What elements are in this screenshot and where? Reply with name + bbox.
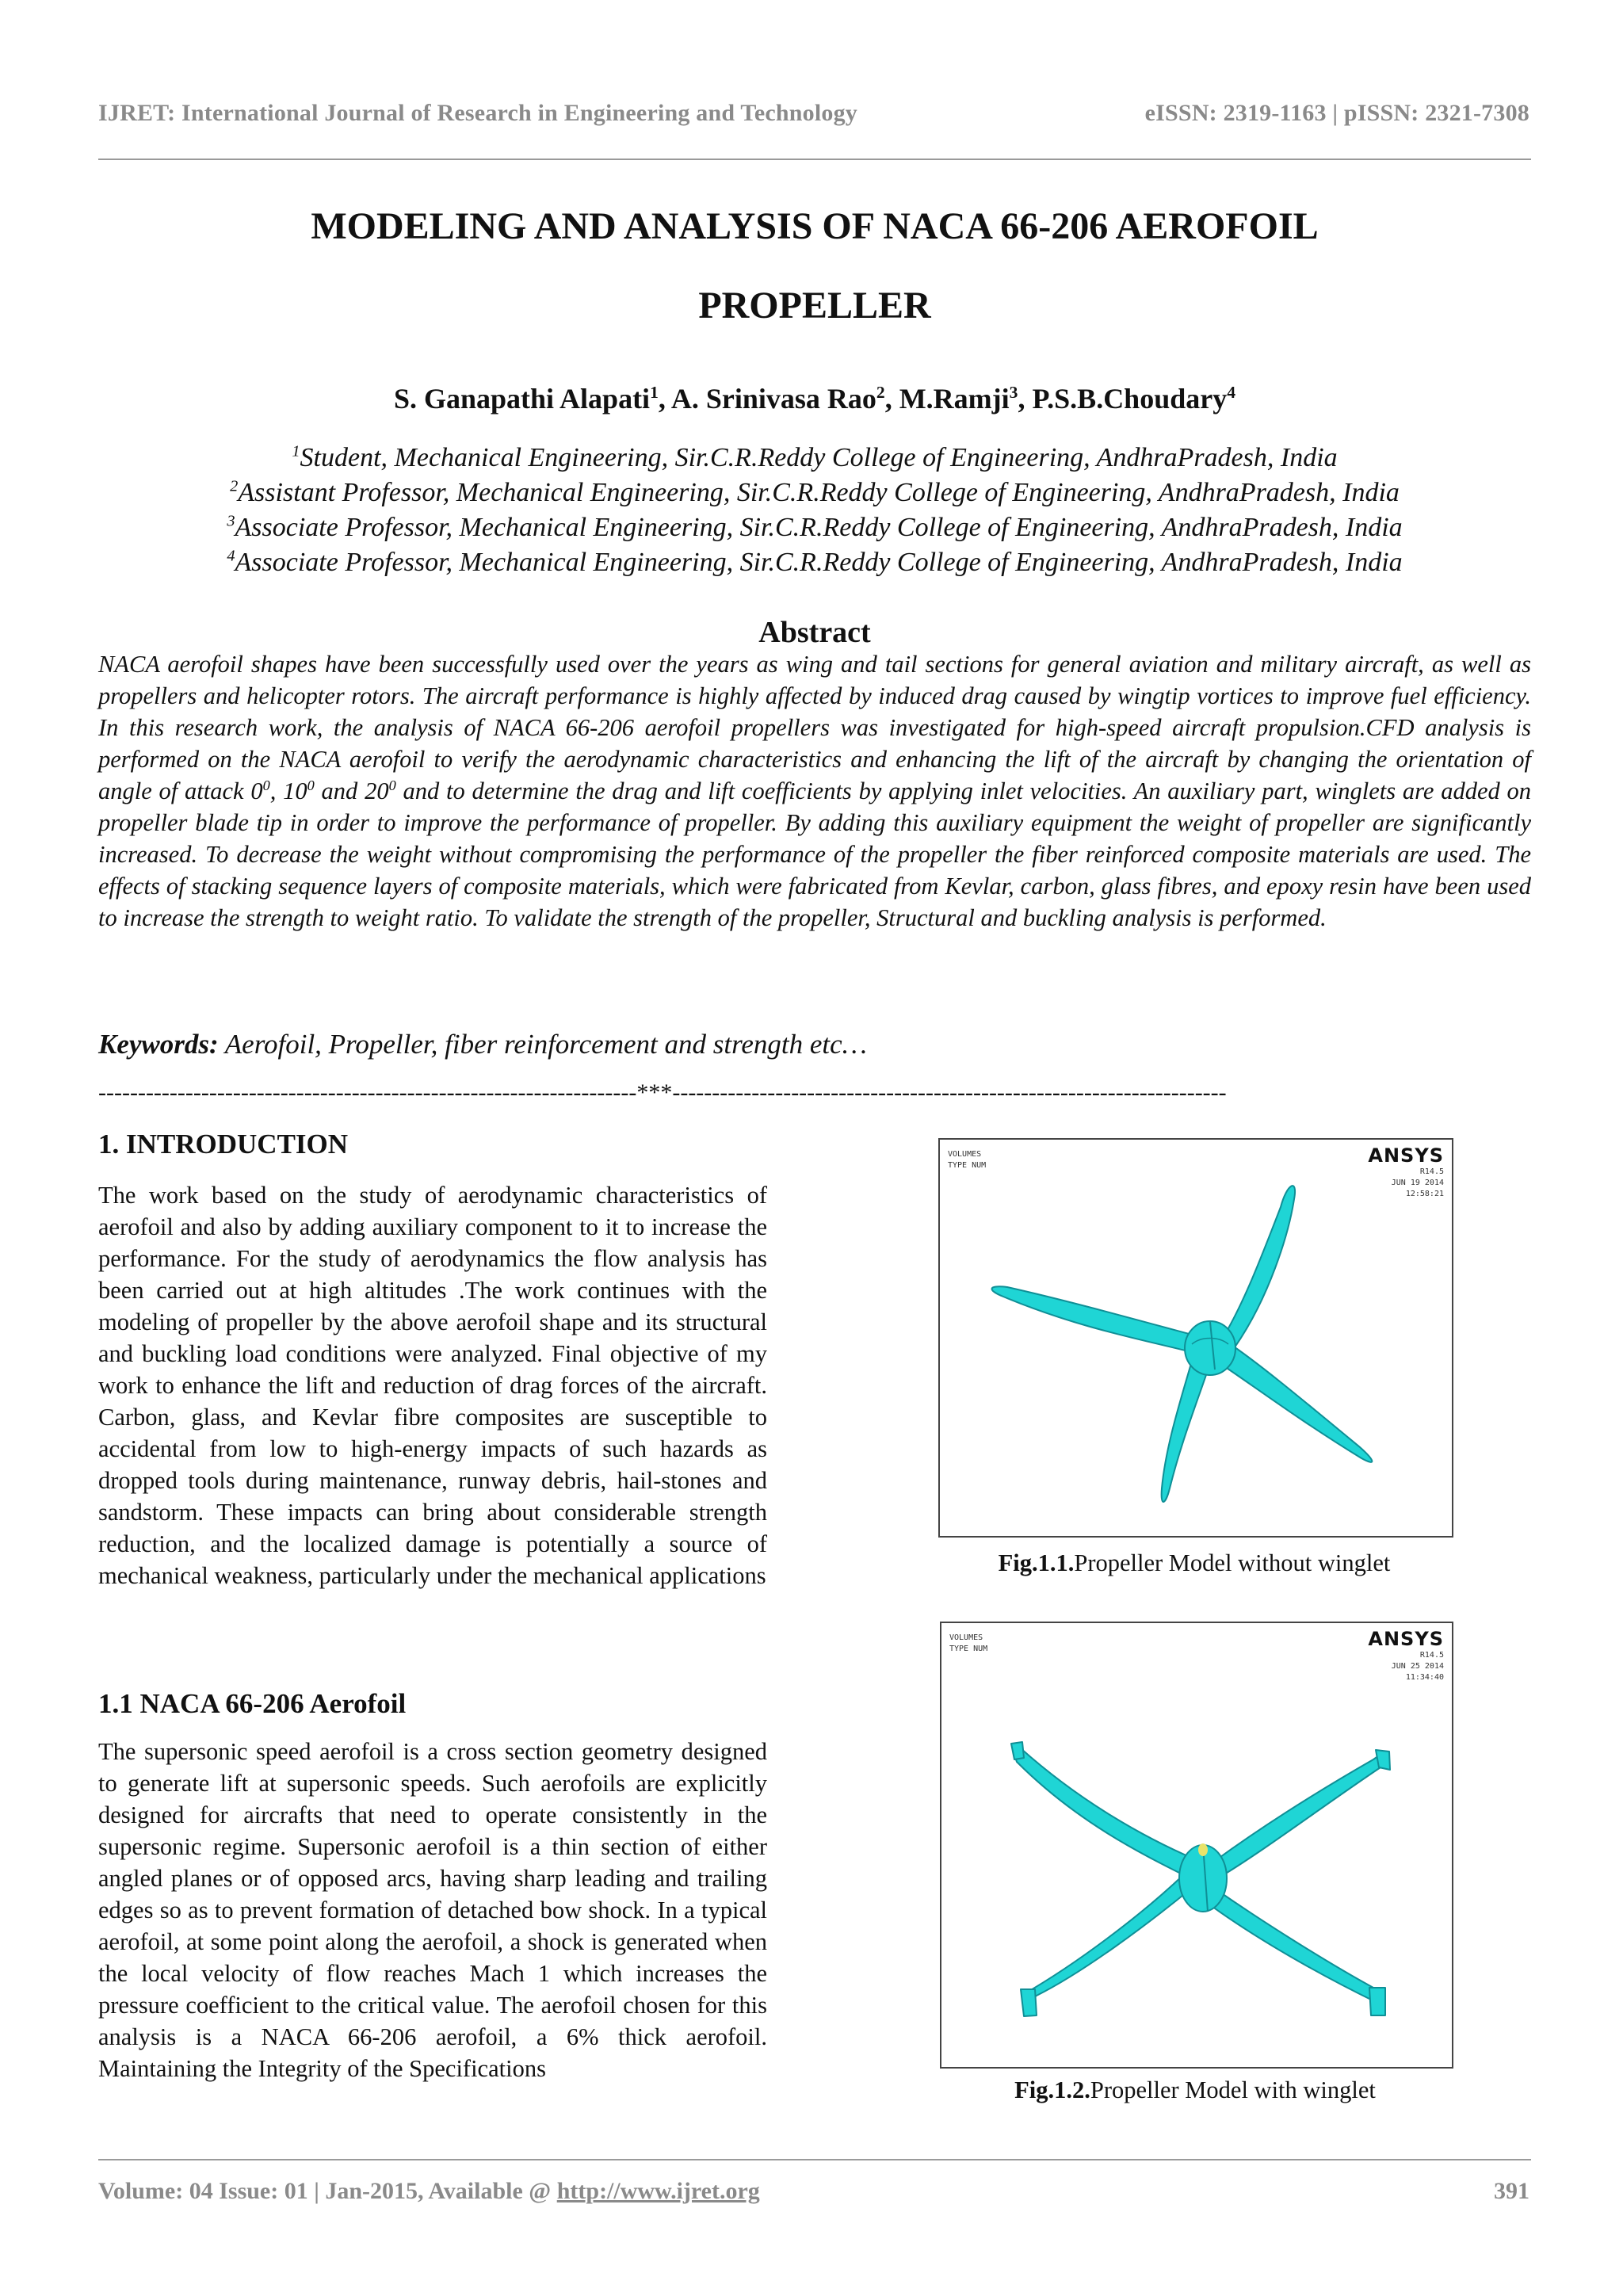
subsection-heading: 1.1 NACA 66-206 Aerofoil <box>98 1688 407 1719</box>
author-name: M.Ramji <box>899 383 1010 415</box>
abstract-text-2: , 10 <box>269 777 307 804</box>
figure-1-1 <box>938 1138 1453 1538</box>
degree-sup: 0 <box>388 777 396 793</box>
affiliation-text: Assistant Professor, Mechanical Engineering, Sir.C.R.Reddy College of Engineering, AndhraPradesh, India <box>238 478 1400 507</box>
caption-text: Propeller Model without winglet <box>1074 1549 1391 1576</box>
fig1-type-label: TYPE NUM <box>948 1161 987 1170</box>
affiliation-sup: 4 <box>227 547 235 565</box>
propeller-blade <box>1215 1754 1385 1877</box>
author-list <box>98 382 1531 415</box>
page-number: 391 <box>1494 2178 1529 2204</box>
affiliation-sup: 2 <box>230 477 239 495</box>
ansys-logo: ANSYS <box>1368 1628 1444 1650</box>
issn-header: eISSN: 2319-1163 | pISSN: 2321-7308 <box>1144 100 1529 126</box>
propeller-blade <box>992 1286 1204 1354</box>
author-sup: 4 <box>1227 383 1236 402</box>
author-name: S. Ganapathi Alapati <box>393 383 651 415</box>
author-sup: 3 <box>1009 383 1018 402</box>
author-sup: 2 <box>876 383 885 402</box>
caption-label: Fig.1.1. <box>998 1549 1075 1576</box>
fig2-date: JUN 25 2014 <box>1391 1662 1444 1671</box>
fig2-type-label: TYPE NUM <box>949 1645 988 1653</box>
propeller-blade <box>1162 1355 1209 1502</box>
title-line-2: PROPELLER <box>698 285 931 327</box>
affiliations <box>98 441 1531 580</box>
propeller-blade <box>1217 1342 1372 1462</box>
affiliation-text: Associate Professor, Mechanical Engineering, Sir.C.R.Reddy College of Engineering, AndhraPradesh, India <box>235 548 1403 577</box>
title-line-1: MODELING AND ANALYSIS OF NACA 66-206 AEROFOIL <box>311 205 1319 247</box>
paper-title <box>98 187 1531 346</box>
subsection-paragraph: The supersonic speed aerofoil is a cross section geometry designed to generate lift at supersonic speeds. Such aerofoils are explicitly designed for aircrafts that need to operate consistently in the supersonic regime. Supersonic aerofoil is a thin section of either angled planes or of opposed arcs, having sharp leading and trailing edges so as to prevent formation of detached bow shock. In a typical aerofoil, at some point along the aerofoil, a shock is generated when the local velocity of flow reaches Mach 1 which increases the pressure coefficient to the critical value. The aerofoil chosen for this analysis is a NACA 66-206 aerofoil, a 6% thick aerofoil. Maintaining the Integrity of the Specifications <box>98 1738 767 2082</box>
fig1-time: 12:58:21 <box>1405 1190 1444 1198</box>
winglet <box>1021 1989 1037 2016</box>
propeller-model-without-winglet <box>940 1140 1452 1536</box>
footer-volume <box>98 2178 760 2205</box>
header-rule <box>98 159 1531 160</box>
degree-sup: 0 <box>262 777 270 793</box>
figure-1-2-caption <box>940 2076 1450 2104</box>
fig2-volumes-label: VOLUMES <box>949 1633 983 1642</box>
propeller-blade <box>1219 1186 1295 1347</box>
abstract-text-4: and to determine the drag and lift coefficients by applying inlet velocities. An auxiliary part, winglets are added on propeller blade tip in order to improve the performance of propeller. By adding this auxiliary equipment the weight of propeller are significantly increased. To decrease the weight without compromising the performance of the propeller the fiber reinforced composite materials are used. The effects of stacking sequence layers of composite materials, which were fabricated from Kevlar, carbon, glass fibres, and epoxy resin have been used to increase the strength to weight ratio. To validate the strength of the propeller, Structural and buckling analysis is performed. <box>98 777 1532 931</box>
author-sup: 1 <box>650 383 659 402</box>
winglet <box>1011 1742 1024 1759</box>
keywords-label: Keywords: <box>98 1029 219 1060</box>
affiliation-text: Student, Mechanical Engineering, Sir.C.R.Reddy College of Engineering, AndhraPradesh, India <box>300 443 1338 472</box>
abstract-text-3: and 20 <box>314 777 389 804</box>
fig1-volumes-label: VOLUMES <box>948 1150 982 1159</box>
fig2-version: R14.5 <box>1419 1651 1444 1660</box>
fig1-date: JUN 19 2014 <box>1391 1179 1444 1187</box>
author-sep: , <box>1018 383 1033 415</box>
author-name: P.S.B.Choudary <box>1032 383 1228 415</box>
affiliation-text: Associate Professor, Mechanical Engineering, Sir.C.R.Reddy College of Engineering, AndhraPradesh, India <box>235 513 1403 542</box>
keywords <box>98 1029 1531 1060</box>
propeller-blade <box>1024 1875 1191 2002</box>
intro-paragraph: The work based on the study of aerodynamic characteristics of aerofoil and also by adding auxiliary component to it to increase the performance. For the study of aerodynamics the flow analysis has been carried out at high altitudes .The work continues with the modeling of propeller by the above aerofoil shape and its structural and buckling load conditions were analyzed. Final objective of my work to enhance the lift and reduction of drag forces of the aircraft. Carbon, glass, and Kevlar fibre composites are susceptible to accidental from low to high-energy impacts of such hazards as dropped tools during maintenance, runway debris, hail-stones and sandstorm. These impacts can bring about considerable strength reduction, and the localized damage is potentially a source of mechanical weakness, particularly under the mechanical applications <box>98 1182 767 1589</box>
footer-volume-text: Volume: 04 Issue: 01 | Jan-2015, Available @ <box>98 2178 557 2204</box>
caption-text: Propeller Model with winglet <box>1090 2076 1376 2103</box>
journal-link[interactable]: http://www.ijret.org <box>556 2178 760 2204</box>
author-sep: , <box>884 383 899 415</box>
abstract-heading: Abstract <box>758 616 871 649</box>
fig2-time: 11:34:40 <box>1405 1673 1444 1682</box>
author-sep: , <box>658 383 671 415</box>
ansys-logo: ANSYS <box>1368 1144 1444 1167</box>
affiliation-line <box>98 441 1531 476</box>
section-separator: --------------------------------------------------------------------***---------------------------------------------------------------------- <box>98 1079 1227 1106</box>
caption-label: Fig.1.2. <box>1014 2076 1090 2103</box>
winglet <box>1369 1988 1385 2015</box>
affiliation-sup: 1 <box>292 442 300 460</box>
propeller-model-with-winglet <box>941 1623 1452 2067</box>
journal-header: IJRET: International Journal of Research in Engineering and Technology <box>98 100 858 126</box>
abstract-text-1: NACA aerofoil shapes have been successfully used over the years as wing and tail sections for general aviation and military aircraft, as well as propellers and helicopter rotors. The aircraft performance is highly affected by induced drag caused by wingtip vortices to improve fuel efficiency. In this research work, the analysis of NACA 66-206 aerofoil propellers was investigated for high-speed aircraft propulsion.CFD analysis is performed on the NACA aerofoil to verify the aerodynamic characteristics and enhancing the lift of the aircraft by changing the orientation of angle of attack 0 <box>98 651 1531 804</box>
fig1-version: R14.5 <box>1419 1167 1444 1176</box>
abstract-body <box>98 648 1531 934</box>
degree-sup: 0 <box>307 777 315 793</box>
keywords-text: Aerofoil, Propeller, fiber reinforcement and strength etc… <box>218 1029 867 1060</box>
footer-rule <box>98 2159 1531 2160</box>
affiliation-line <box>98 510 1531 545</box>
affiliation-sup: 3 <box>227 512 235 530</box>
intro-heading: 1. INTRODUCTION <box>98 1129 349 1159</box>
figure-1-1-caption <box>938 1549 1450 1577</box>
figure-1-2 <box>940 1622 1453 2069</box>
affiliation-line <box>98 476 1531 510</box>
author-name: A. Srinivasa Rao <box>670 383 876 415</box>
affiliation-line <box>98 545 1531 580</box>
propeller-blade <box>1013 1748 1195 1877</box>
propeller-blade <box>1209 1889 1381 2002</box>
